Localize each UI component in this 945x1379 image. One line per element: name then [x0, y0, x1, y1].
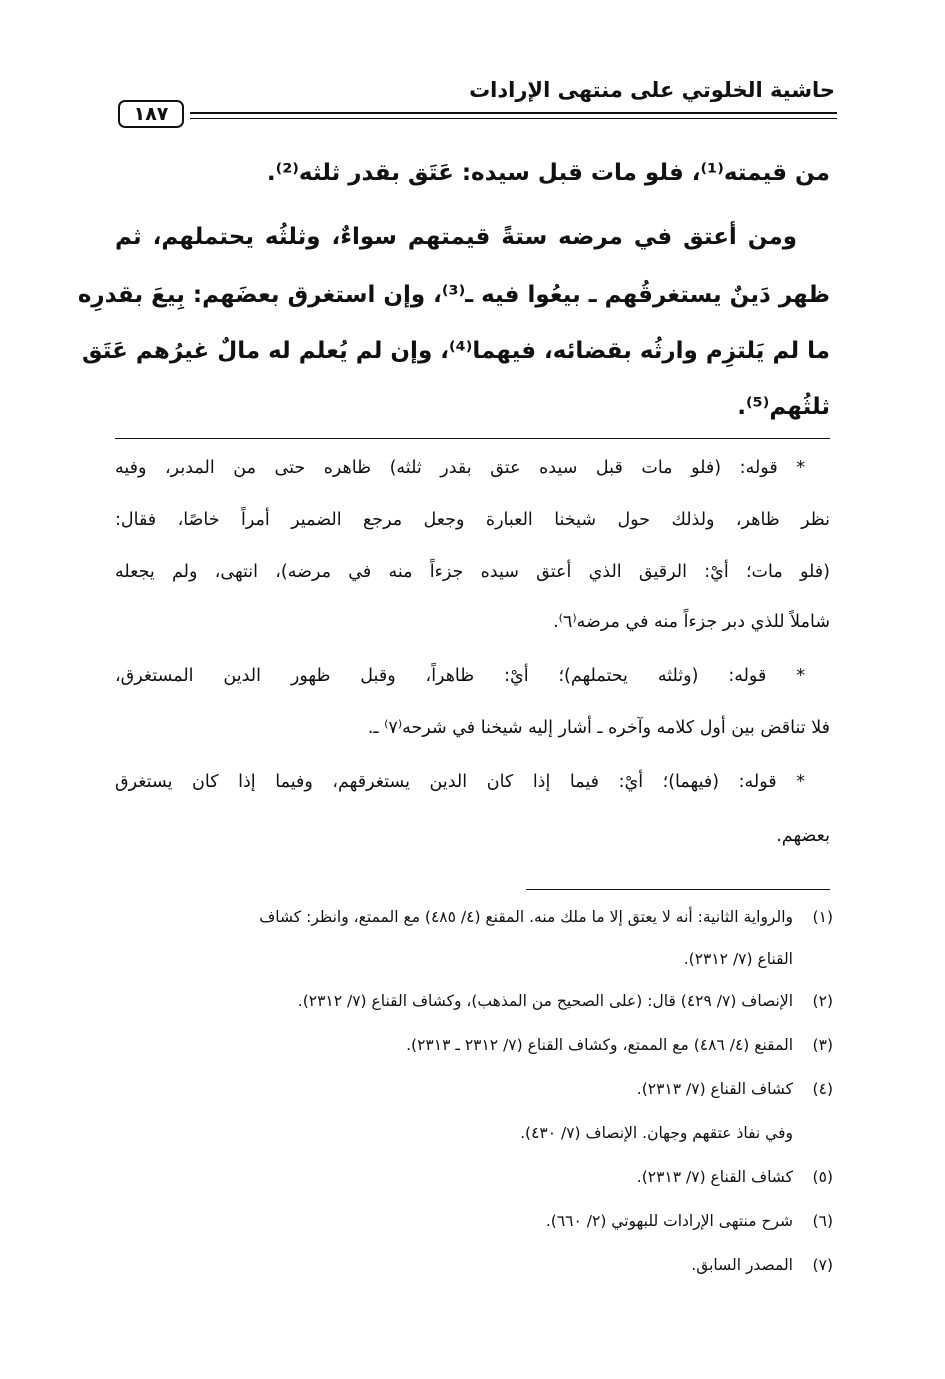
footnote-number: (٣)	[812, 1036, 833, 1054]
footnote-2	[115, 992, 833, 1010]
footnote-number: (٥)	[812, 1168, 833, 1186]
commentary-line: * قوله: (فيهما)؛ أيْ: فيما إذا كان الدين يستغرقهم، وفيما إذا كان يستغرق	[115, 772, 805, 792]
commentary-line: (فلو مات؛ أيْ: الرقيق الذي أعتق سيده جزءاً منه في مرضه)، انتهى، ولم يجعله	[115, 562, 830, 582]
main-text-line: من قيمته⁽¹⁾، فلو مات قبل سيده: عَتَق بقدر ثلثه⁽²⁾.	[266, 160, 830, 186]
footnote-text: والرواية الثانية: أنه لا يعتق إلا ما ملك منه. المقنع (٤/ ٤٨٥) مع الممتع، وانظر: كشاف	[259, 908, 793, 926]
footnote-number: (٦)	[812, 1212, 833, 1230]
header-rule	[190, 112, 837, 114]
footnote-text: وفي نفاذ عتقهم وجهان. الإنصاف (٧/ ٤٣٠).	[520, 1124, 793, 1142]
footnote-text: شرح منتهى الإرادات للبهوتي (٢/ ٦٦٠).	[545, 1212, 793, 1230]
commentary-line: فلا تناقض بين أول كلامه وآخره ـ أشار إليه شيخنا في شرحه⁽٧⁾ ـ.	[367, 718, 830, 738]
footnote-text: كشاف القناع (٧/ ٢٣١٣).	[636, 1168, 793, 1186]
footnote-5	[115, 1168, 833, 1186]
running-header-title: حاشية الخلوتي على منتهى الإرادات	[469, 78, 835, 102]
footnote-4-note	[115, 1124, 793, 1142]
footnote-number: (٢)	[812, 992, 833, 1010]
footnote-text: كشاف القناع (٧/ ٢٣١٣).	[636, 1080, 793, 1098]
footnote-separator	[526, 889, 830, 890]
footnote-7	[115, 1256, 833, 1274]
commentary-line: شاملاً للذي دبر جزءاً منه في مرضه⁽٦⁾.	[553, 612, 830, 632]
commentary-line: * قوله: (وثلثه يحتملهم)؛ أيْ: ظاهراً، وقبل ظهور الدين المستغرق،	[115, 666, 805, 686]
commentary-line: بعضهم.	[776, 826, 830, 846]
footnote-4	[115, 1080, 833, 1098]
footnote-number: (٤)	[812, 1080, 833, 1098]
main-text-line: ومن أعتق في مرضه ستةً قيمتهم سواءٌ، وثلثُه يحتملهم، ثم	[115, 224, 797, 250]
footnote-text: القناع (٧/ ٢٣١٢).	[683, 950, 793, 968]
footnote-text: المقنع (٤/ ٤٨٦) مع الممتع، وكشاف القناع (٧/ ٢٣١٢ ـ ٢٣١٣).	[406, 1036, 793, 1054]
footnote-number: (١)	[812, 908, 833, 926]
footnote-3	[115, 1036, 833, 1054]
main-text-line: ظهر دَينٌ يستغرقُهم ـ بيعُوا فيه ـ⁽³⁾، وإن استغرق بعضَهم: بِيعَ بقدرِه	[77, 282, 830, 308]
footnote-1	[115, 908, 833, 926]
footnote-number: (٧)	[812, 1256, 833, 1274]
main-text-line: ما لم يَلتزِم وارثُه بقضائه، فيهما⁽⁴⁾، وإن لم يُعلم له مالٌ غيرُهم عَتَق	[82, 338, 830, 364]
footnote-text: الإنصاف (٧/ ٤٢٩) قال: (على الصحيح من المذهب)، وكشاف القناع (٧/ ٢٣١٢).	[297, 992, 793, 1010]
footnote-1-continued	[115, 950, 793, 968]
commentary-line: * قوله: (فلو مات قبل سيده عتق بقدر ثلثه) ظاهره حتى من المدبر، وفيه	[115, 458, 805, 478]
page-number: ١٨٧	[118, 100, 184, 128]
footnote-text: المصدر السابق.	[691, 1256, 793, 1274]
footnote-6	[115, 1212, 833, 1230]
header-rule-thin	[190, 118, 837, 119]
commentary-line: نظر ظاهر، ولذلك حول شيخنا العبارة وجعل مرجع الضمير أمراً خاصًا، فقال:	[115, 510, 830, 530]
main-commentary-separator	[115, 438, 830, 439]
main-text-line: ثلثُهم⁽⁵⁾.	[737, 394, 830, 420]
